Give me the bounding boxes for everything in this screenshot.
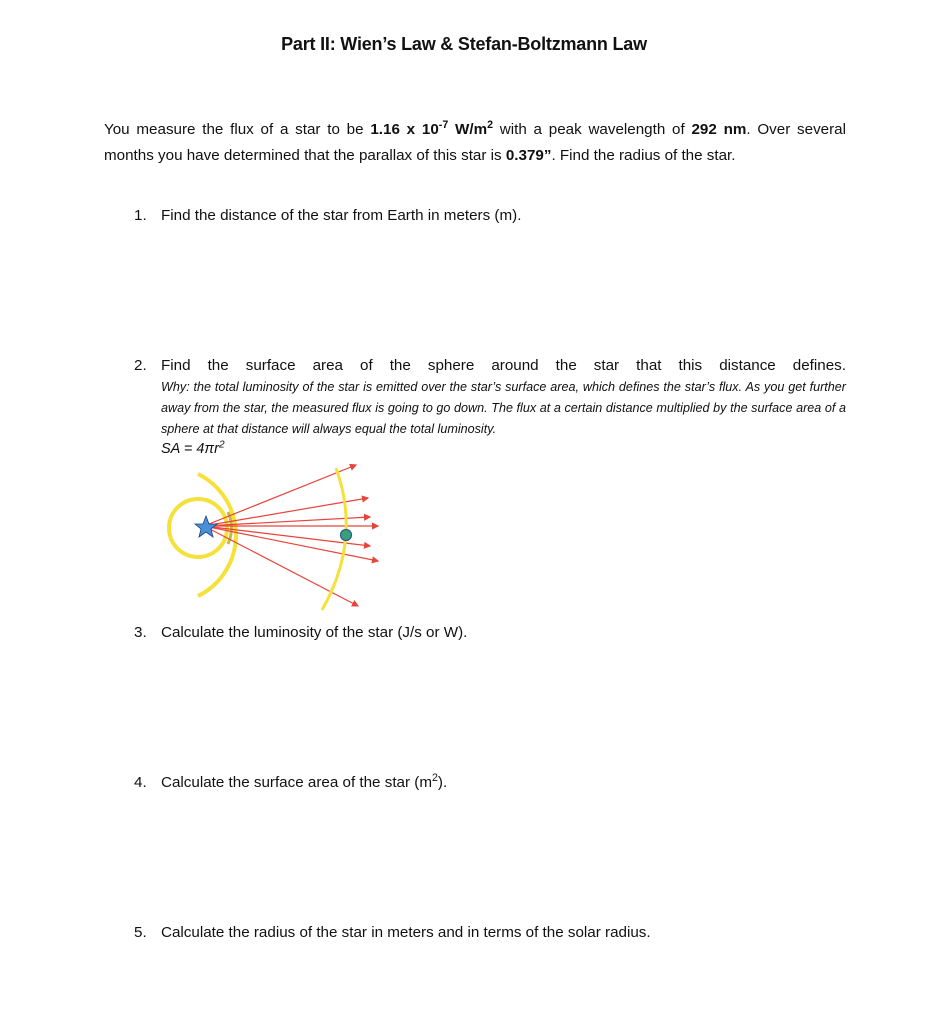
question-text: Calculate the radius of the star in meters and in terms of the solar radius.	[161, 924, 651, 941]
formula-exponent: 2	[218, 439, 225, 451]
intro-text-2: with a peak wavelength of	[493, 121, 692, 138]
question-number: 4.	[134, 774, 147, 791]
question-text: Calculate the surface area of the star (m	[161, 774, 432, 791]
flux-value	[370, 121, 493, 138]
question-number: 2.	[134, 357, 147, 374]
question-text-end: ).	[437, 774, 448, 791]
flux-unit: W/m	[448, 121, 488, 138]
star-icon	[195, 516, 217, 537]
intro-text-1: You measure the flux of a star to be	[104, 121, 371, 138]
question-5	[134, 922, 651, 944]
question-number: 3.	[134, 624, 147, 641]
intro-text-4: . Find the radius of the star.	[551, 146, 736, 164]
peak-wavelength-value: 292 nm	[691, 121, 747, 138]
question-text: Calculate the luminosity of the star (J/s or W).	[161, 624, 468, 641]
question-4	[134, 772, 447, 794]
question-2	[134, 355, 846, 458]
problem-statement	[104, 117, 846, 168]
question-text: Find the surface area of the sphere around the star that this distance defines.	[161, 357, 846, 374]
flux-unit-exponent: 2	[487, 119, 493, 132]
question-1	[134, 205, 521, 227]
flux-sphere-diagram	[156, 460, 396, 620]
intro-text-3: . Over several months you have determined that the parallax of this star is	[104, 121, 846, 164]
question-text-exponent: 2	[431, 772, 438, 785]
question-text: Find the distance of the star from Earth in meters (m).	[161, 207, 522, 224]
question-number: 1.	[134, 207, 147, 224]
flux-exponent: -7	[438, 119, 449, 132]
question-number: 5.	[134, 924, 147, 941]
page-title: Part II: Wien’s Law & Stefan-Boltzmann Law	[281, 34, 647, 54]
formula-text: SA = 4πr	[161, 441, 219, 457]
parallax-value: 0.379”	[505, 146, 552, 164]
question-3	[134, 622, 467, 644]
surface-area-formula	[161, 440, 846, 458]
flux-base: 1.16 x 10	[370, 121, 439, 138]
explanation-note: Why: the total luminosity of the star is emitted over the star’s surface area, which defines the star’s flux. As you get further away from the star, the measured flux is going to go down. The flux at a certain distance multiplied by the surface area of a sphere at that distance will always equal the total luminosity.	[161, 380, 846, 436]
earth-icon	[341, 530, 352, 541]
